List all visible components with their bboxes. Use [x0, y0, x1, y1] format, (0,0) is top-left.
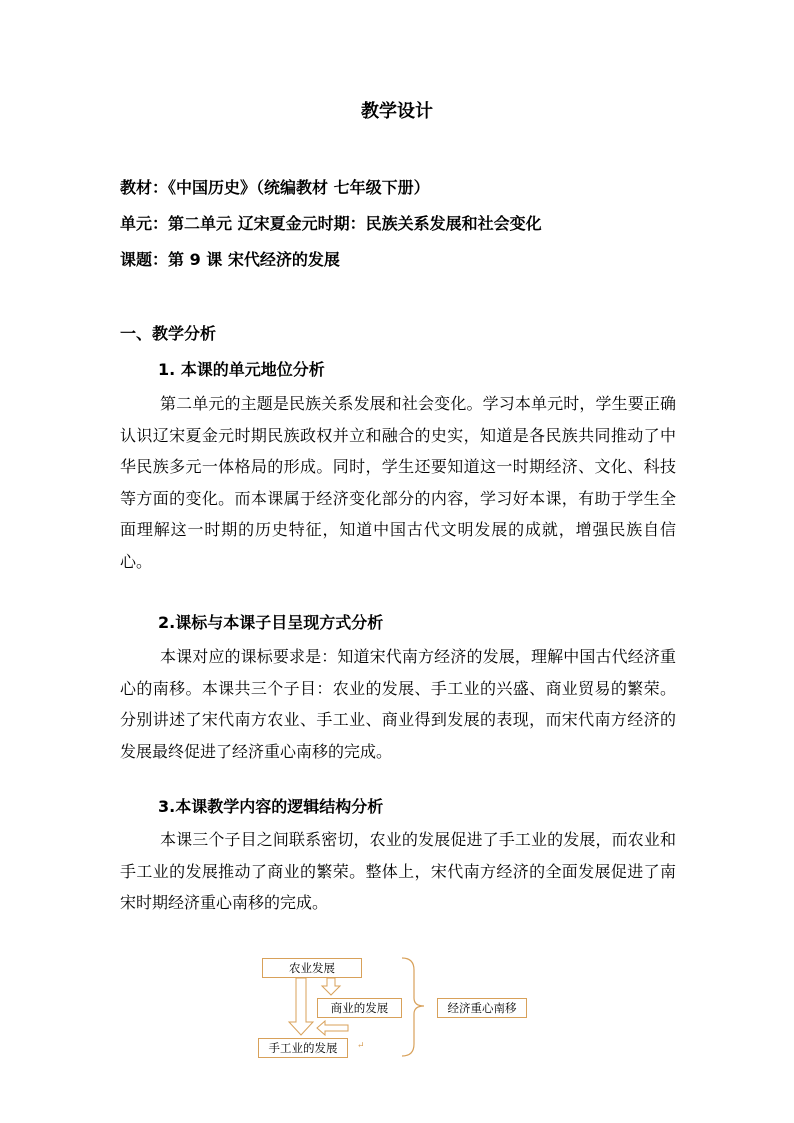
section-heading: 一、教学分析 — [120, 324, 217, 343]
arrow-handicraft-to-commerce — [317, 1021, 348, 1035]
paragraph-mark: ↵ — [357, 1041, 365, 1051]
commerce-label: 商业的发展 — [330, 1001, 389, 1015]
brace — [402, 958, 424, 1056]
paragraph-1: 第二单元的主题是民族关系发展和社会变化。学习本单元时，学生要正确认识辽宋夏金元时期民族政权并立和融合的史实，知道是各民族共同推动了中华民族多元一体格局的形成。同时，学生还要知道这一时期经济、文化、科技等方面的变化。而本课属于经济变化部分的内容，学习好本课，有助于学生全面理解这一时期的历史特征，知道中国古代文明发展的成就，增强民族自信心。 — [120, 394, 676, 571]
handicraft-box — [258, 1038, 348, 1058]
agriculture-label: 农业发展 — [289, 961, 335, 975]
paragraph-2: 本课对应的课标要求是：知道宋代南方经济的发展，理解中国古代经济重心的南移。本课共三个子目：农业的发展、手工业的兴盛、商业贸易的繁荣。分别讲述了宋代南方农业、手工业、商业得到发展的表现，而宋代南方经济的发展最终促进了经济重心南移的完成。 — [120, 647, 676, 761]
result-label: 经济重心南移 — [447, 1001, 517, 1015]
unit-line: 单元：第二单元 辽宋夏金元时期：民族关系发展和社会变化 — [120, 214, 542, 233]
agriculture-box — [262, 958, 362, 978]
handicraft-label: 手工业的发展 — [268, 1041, 338, 1055]
arrow-agri-to-commerce — [322, 978, 340, 995]
page-title: 教学设计 — [361, 101, 433, 122]
paragraph-3: 本课三个子目之间联系密切，农业的发展促进了手工业的发展，而农业和手工业的发展推动了商业的繁荣。整体上，宋代南方经济的全面发展促进了南宋时期经济重心南移的完成。 — [120, 830, 676, 913]
textbook-line: 教材：《中国历史》（统编教材 七年级下册） — [120, 178, 430, 197]
subsection-heading-3: 3.本课教学内容的逻辑结构分析 — [158, 797, 384, 816]
commerce-box — [317, 998, 402, 1018]
subsection-heading-1: 1. 本课的单元地位分析 — [158, 360, 325, 379]
lesson-line: 课题：第 9 课 宋代经济的发展 — [120, 250, 340, 269]
result-box — [437, 998, 527, 1018]
subsection-heading-2: 2.课标与本课子目呈现方式分析 — [158, 613, 384, 632]
arrow-agri-to-handicraft — [289, 978, 313, 1035]
